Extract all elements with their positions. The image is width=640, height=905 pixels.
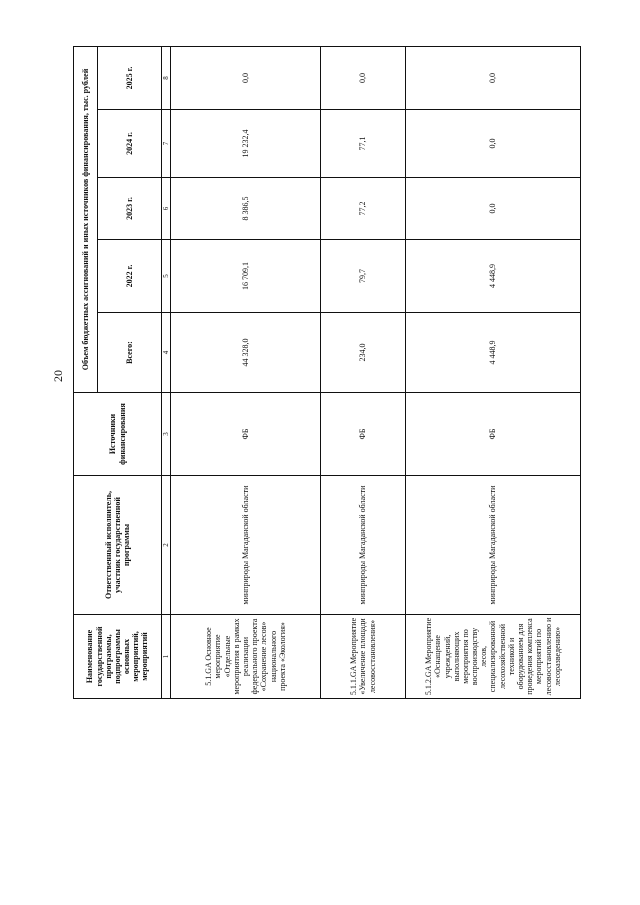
row-2023: 8 386,5 [171,178,321,240]
header-year-2022: 2022 г. [98,240,162,313]
row-executor: минприроды Магаданской области [171,476,321,615]
table-row [321,46,406,698]
column-number: 3 [162,393,171,476]
row-2022: 4 448,9 [406,240,581,313]
table-row [406,46,581,698]
financing-table [73,46,581,699]
header-year-2025: 2025 г. [98,46,162,109]
row-name: 5.1.GA Основное мероприятие «Отдельные мероприятия в рамках реализации федерального проекта «Сохранение лесов» национального проекта «Экология» [171,615,321,699]
header-total: Всего: [98,313,162,393]
row-2024: 77,1 [321,110,406,178]
row-2025: 0,0 [171,46,321,109]
row-2025: 0,0 [321,46,406,109]
row-executor: минприроды Магаданской области [406,476,581,615]
column-number: 6 [162,178,171,240]
header-name: Наименование государственной программы, подпрограммы основных мероприятий, мероприятий [74,615,162,699]
column-number: 2 [162,476,171,615]
row-2024: 0,0 [406,110,581,178]
row-2025: 0,0 [406,46,581,109]
row-total: 234,0 [321,313,406,393]
row-2023: 0,0 [406,178,581,240]
row-2023: 77,2 [321,178,406,240]
header-executor: Ответственный исполнитель, участник государственной программы [74,476,162,615]
column-number: 8 [162,46,171,109]
table-row [171,46,321,698]
row-2022: 16 709,1 [171,240,321,313]
row-name: 5.1.2.GA Мероприятие «Оснащение учреждений, выполняющих мероприятия по воспроизводству лесов, специализированной лесохозяйственной техникой и оборудованием для проведения комплекса мероприятий по лесовосстановлению и лесоразведению» [406,615,581,699]
header-year-2024: 2024 г. [98,110,162,178]
row-total: 44 328,0 [171,313,321,393]
row-2022: 79,7 [321,240,406,313]
page-number: 20 [51,370,65,382]
column-number: 7 [162,110,171,178]
header-source: Источники финансирования [74,393,162,476]
row-executor: минприроды Магаданской области [321,476,406,615]
header-volume: Объем бюджетных ассигнований и иных источников финансирования, тыс. рублей [74,46,98,392]
column-numbers-row [162,46,171,698]
row-source: ФБ [321,393,406,476]
column-number: 4 [162,313,171,393]
rotated-table-container [73,47,588,699]
column-number: 1 [162,615,171,699]
row-source: ФБ [171,393,321,476]
row-source: ФБ [406,393,581,476]
row-total: 4 448,9 [406,313,581,393]
header-year-2023: 2023 г. [98,178,162,240]
row-2024: 19 232,4 [171,110,321,178]
row-name: 5.1.1.GA Мероприятие «Увеличение площади лесовосстановления» [321,615,406,699]
column-number: 5 [162,240,171,313]
